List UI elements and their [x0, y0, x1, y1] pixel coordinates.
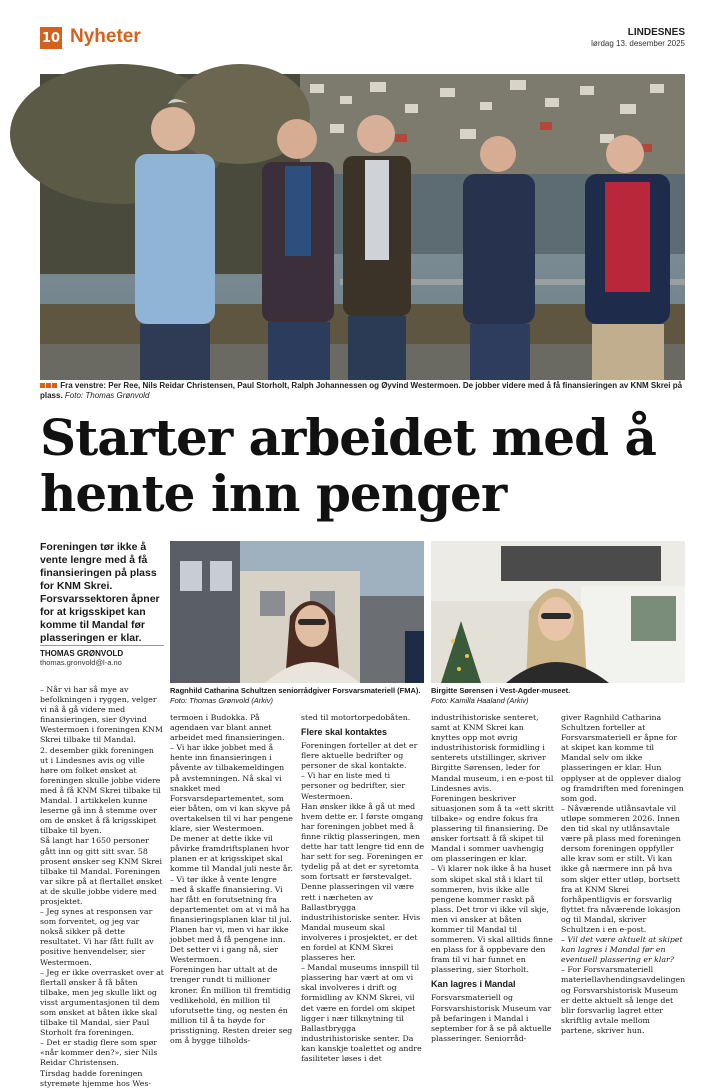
caption-text: Ragnhild Catharina Schultzen seniorrådgiver Forsvarsmateriell (FMA).	[170, 686, 421, 695]
body-paragraph: – Når vi har så mye av befolkningen i ryggen, velger vi nå å gå videre med finansieringen, sier Øyvind Westermoen i foreningen KNM Skrei tilbake til Mandal.	[40, 685, 163, 745]
body-paragraph: termoen i Budokka. På agendaen var blant annet arbeidet med finansieringen.	[170, 713, 285, 743]
body-paragraph: sted til motortorpedobåten.	[301, 713, 411, 722]
body-column-5	[561, 713, 686, 1035]
body-paragraph: – Vi klarer nok ikke å ha huset som skipet skal stå i klart til sommeren, hvis ikke alle pengene kommer raskt på plass. Det tror vi ikke vil skje, men vi ønsker at båten kommer til Mandal til sommeren. Vi skal alltids finne en plass for å oppbevare den fram til vi har funnet en plassering, sier Storholt.	[431, 864, 553, 975]
portrait-sorensen-illustration	[431, 541, 685, 683]
subheading: Flere skal kontaktes	[301, 727, 388, 738]
interview-question: – Vil det være aktuelt at skipet kan lagres i Mandal før en eventuell plassering er klar?	[561, 935, 683, 965]
body-paragraph: – Mandal museums innspill til plassering har vært at om vi skal involveres i drift og formidling av KNM Skrei, vil det være en fordel om skipet ligger i nær tilknytning til Ballastbrygga industrihistoriske senter. Da kan kanskje toalettet og andre fasiliteter løses i det	[301, 963, 422, 1063]
body-paragraph: Forsvarsmateriell og Forsvarshistorisk Museum var på befaringen i Mandal i september for å se på aktuelle plasseringer. Seniorråd-	[431, 993, 552, 1043]
body-paragraph: Så langt har 1650 personer gått inn og gitt sitt svar. 58 prosent ønsker seg KNM Skrei tilbake til Mandal. Foreningen var sikre på at flertallet ønsket at de skulle jobbe videre med prosjektet.	[40, 836, 163, 906]
body-paragraph: – Vi har en liste med ti personer og bedrifter, sier Westermoen.	[301, 771, 406, 801]
byline-name: THOMAS GRØNVOLD	[40, 649, 124, 658]
body-paragraph: Han ønsker ikke å gå ut med hvem dette er. I første omgang har foreningen jobbet med å finne riktig plasseringen, men dette har tatt lengre tid enn de har sett for seg. Foreningen er tydelig på at det er syretomta som fortsatt er førstevalget.	[301, 801, 425, 882]
body-column-4	[431, 713, 555, 1043]
section-title[interactable]: Nyheter	[70, 26, 141, 47]
body-paragraph: Tirsdag hadde foreningen styremøte hjemme hos Wes-	[40, 1068, 151, 1088]
photo-schultzen-caption	[170, 686, 424, 706]
caption-marker-icon	[40, 383, 45, 388]
region-label: LINDESNES	[627, 27, 685, 38]
body-paragraph: – Vi tør ikke å vente lengre med å skaffe finansiering. Vi har fått en forutsetning fra departementet om at vi må ha finansieringsplanen klar til jul. Planen har vi, men vi har ikke jobbet med å få pengene inn. Det setter vi i gang nå, sier Westermoen.	[170, 874, 292, 965]
main-photo	[40, 74, 685, 380]
portrait-schultzen-illustration	[170, 541, 424, 683]
body-paragraph: Denne plasseringen vil være rett i nærheten av Ballastbrygga industrihistoriske senter. Hvis Mandal museum skal involveres i prosjektet, er det en fordel at KNM Skrei plasseres her.	[301, 882, 421, 963]
byline-email[interactable]: thomas.gronvold@l-a.no	[40, 658, 122, 667]
body-paragraph: 2. desember gikk foreningen ut i Lindesnes avis og ville høre om folket ønsket at foreningen skulle jobbe videre med å få KNM Skrei tilbake til Mandal. I artikkelen kunne leserne gå inn å stemme over om de ønsket å få krigsskipet tilbake til byen.	[40, 745, 161, 836]
caption-text: Fra venstre: Per Ree, Nils Reidar Christensen, Paul Storholt, Ralph Johannessen og Øyvind Westermoen. De jobber videre med å få finansieringen av KNM Skrei på plass.	[40, 381, 683, 400]
caption-marker-icon	[46, 383, 51, 388]
body-paragraph: – For Forsvarsmateriell materiellavhendingsavdelingen og Forsvarshistorisk Museum er dette aktuelt så lenge det blir forsvarlig lagret etter skriftlig avtale mellom partene, skriver hun.	[561, 965, 686, 1035]
caption-marker-icon	[52, 383, 57, 388]
page-number: 10	[40, 27, 62, 49]
page-header	[40, 26, 685, 52]
body-column-3	[301, 713, 425, 1063]
group-photo-illustration	[40, 74, 685, 380]
publication-date: lørdag 13. desember 2025	[591, 39, 685, 48]
body-paragraph: – Nåværende utlånsavtale vil utløpe sommeren 2026. Innen den tid skal ny utlånsavtale være på plass med foreningen dersom foreningen oppfyller alle krav som er stilt. Vi kan ikke gå nærmere inn på hva som skjer etter utløp, bortsett fra at KNM Skrei forhåpentligvis er forsvarlig flyttet fra nåværende lokasjon og til Mandal, skriver Schultzen i en e-post.	[561, 803, 681, 934]
body-paragraph: Foreningen har uttalt at de trenger rundt ti millioner kroner. Én million til fremtidig vedlikehold, én million til uforutsette ting, og nesten én million til å ta høyde for prisstigning. Resten dreier seg om å bygge tilholds-	[170, 965, 293, 1045]
caption-credit: Foto: Thomas Grønvold	[64, 391, 150, 400]
body-column-2	[170, 713, 294, 1045]
article-lead: Foreningen tør ikke å vente lengre med å få finansieringen på plass for KNM Skrei. Forsvarssektoren åpner for at krigsskipet kan komme til Mandal før plasseringen er klar.	[40, 541, 160, 644]
body-paragraph: industrihistoriske senteret, samt at KNM Skrei kan knyttes opp mot øvrig industrihistorisk formidling i senterets utstillinger, skriver Birgitte Sørensen, leder for Mandal museum, i en e-post til Lindesnes avis.	[431, 713, 554, 793]
body-paragraph: – Vi har ikke jobbet med å hente inn finansieringen i påvente av tilbakemeldingen på avstemningen. Nå skal vi snakket med Forsvarsdepartementet, som eier båten, om vi kan skyve på overtakelsen til vi har pengene klare, sier Westermoen.	[170, 743, 293, 834]
subheading: Kan lagres i Mandal	[431, 979, 516, 990]
main-photo-caption	[40, 381, 685, 401]
body-paragraph: – Det er stadig flere som spør «når kommer den?», sier Nils Reidar Christensen.	[40, 1038, 158, 1068]
body-paragraph: De mener at dette ikke vil påvirke framdriftsplanen hvor planen er at krigsskipet skal komme til Mandal juli neste år.	[170, 834, 293, 874]
photo-schultzen	[170, 541, 424, 683]
body-paragraph: Foreningen forteller at det er flere aktuelle bedrifter og personer de skal kontakte.	[301, 741, 418, 771]
caption-credit: Foto: Thomas Grønvold (Arkiv)	[170, 696, 273, 705]
photo-sorensen-caption	[431, 686, 685, 706]
caption-text: Birgitte Sørensen i Vest-Agder-museet.	[431, 686, 571, 695]
body-paragraph: – Jeg synes at responsen var som forventet, og jeg var nokså sikker på dette resultatet. Vi har fått fullt av positive henvendelser, sier Westermoen.	[40, 907, 154, 967]
caption-credit: Foto: Kamilla Haaland (Arkiv)	[431, 696, 529, 705]
article-headline: Starter arbeidet med å hente inn penger	[40, 408, 656, 523]
body-paragraph: Foreningen beskriver situasjonen som å ta «ett skritt tilbake» og endre fokus fra plassering til finansiering. De ønsker fortsatt å få skipet til Mandal i sommer uavhengig om plasseringen er klar.	[431, 793, 554, 864]
photo-sorensen	[431, 541, 685, 683]
body-paragraph: giver Ragnhild Catharina Schultzen forteller at Forsvarsmateriell er åpne for at skipet kan komme til Mandal selv om ikke plasseringen er klar. Hun opplyser at de opplever dialog og framdriften med foreningen som god.	[561, 713, 684, 803]
body-column-1	[40, 685, 164, 1088]
body-paragraph: – Jeg er ikke overrasket over at flertall ønsker å få båten tilbake, men jeg skulle likt og visst argumentasjonen til dem som ønsket at båten ikke skal tilbake til Mandal, sier Paul Storholt fra foreningen.	[40, 967, 164, 1038]
byline-divider	[40, 645, 164, 646]
